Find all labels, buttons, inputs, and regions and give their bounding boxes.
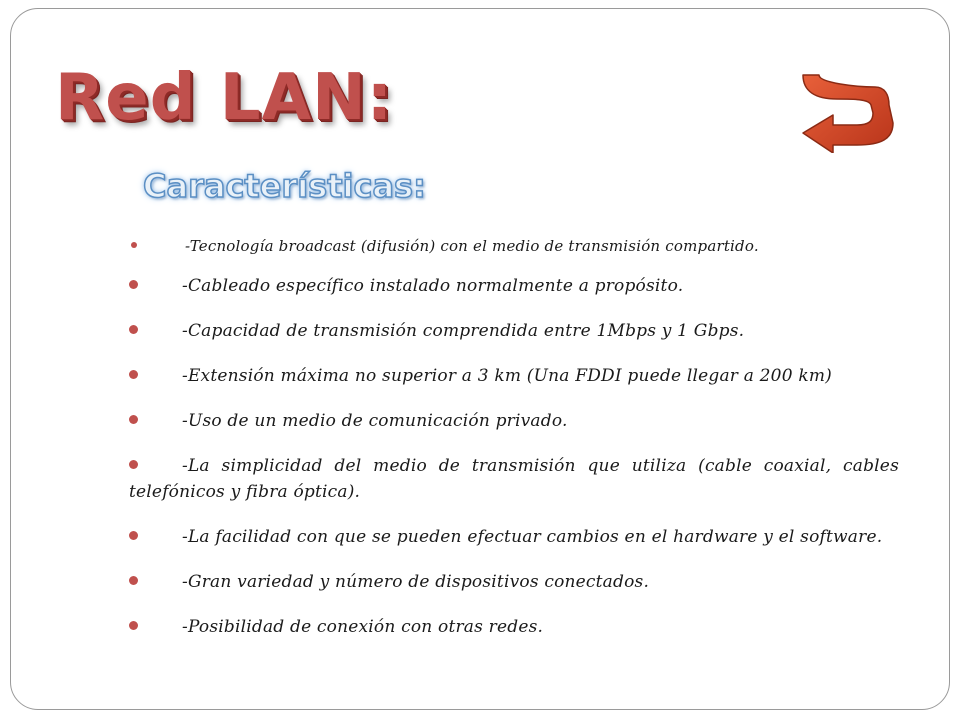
- bullet-dot-icon: [129, 370, 138, 379]
- bullet-text: -Capacidad de transmisión comprendida entre 1Mbps y 1 Gbps.: [182, 321, 745, 341]
- curved-return-arrow-icon: [797, 71, 897, 153]
- bullet-list: [129, 233, 899, 659]
- bullet-text: -La simplicidad del medio de transmisión que utiliza (cable coaxial, cables telefónicos y fibra óptica).: [129, 456, 899, 502]
- bullet-text: -Uso de un medio de comunicación privado.: [182, 411, 568, 431]
- bullet-text: -Extensión máxima no superior a 3 km (Una FDDI puede llegar a 200 km): [182, 366, 832, 386]
- bullet-item: [129, 614, 899, 640]
- slide-title: Red LAN:: [55, 61, 394, 135]
- bullet-item: [129, 363, 899, 389]
- bullet-item: [129, 318, 899, 344]
- bullet-text: -Tecnología broadcast (difusión) con el medio de transmisión compartido.: [185, 237, 759, 255]
- bullet-dot-icon: [129, 621, 138, 630]
- slide-subtitle: Características:: [143, 167, 426, 205]
- bullet-dot-icon: [131, 242, 137, 248]
- bullet-item: [129, 273, 899, 299]
- bullet-item: [129, 408, 899, 434]
- bullet-text: -Posibilidad de conexión con otras redes.: [182, 617, 544, 637]
- bullet-dot-icon: [129, 325, 138, 334]
- bullet-text: -La facilidad con que se pueden efectuar cambios en el hardware y el software.: [182, 527, 883, 547]
- bullet-item: [129, 524, 899, 550]
- bullet-item: [129, 453, 899, 505]
- bullet-text: -Gran variedad y número de dispositivos conectados.: [182, 572, 650, 592]
- bullet-dot-icon: [129, 415, 138, 424]
- bullet-dot-icon: [129, 460, 138, 469]
- bullet-dot-icon: [129, 576, 138, 585]
- bullet-item: [129, 233, 899, 259]
- bullet-text: -Cableado específico instalado normalmente a propósito.: [182, 276, 684, 296]
- bullet-dot-icon: [129, 531, 138, 540]
- bullet-dot-icon: [129, 280, 138, 289]
- slide-frame: [10, 8, 950, 710]
- bullet-item: [129, 569, 899, 595]
